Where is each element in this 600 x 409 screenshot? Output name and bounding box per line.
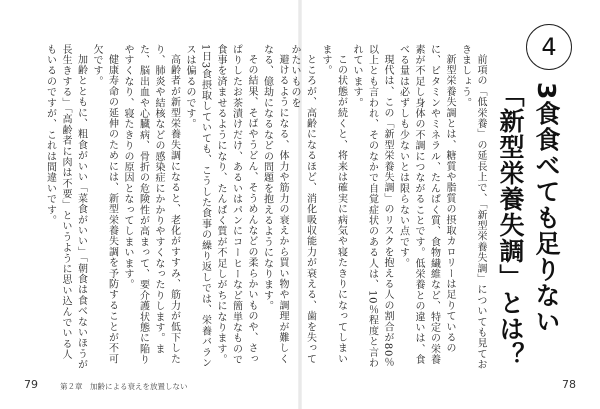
left-body-text <box>20 44 290 370</box>
paragraph: 避けるようになる、体力や筋力の衰えから買い物や調理が難しくなる、億劫になるなどの問題を抱えるようになります。 <box>261 44 288 365</box>
section-heading-line2: 「新型栄養失調」とは？ <box>496 82 525 368</box>
section-number: 4 <box>541 33 557 61</box>
paragraph: 前項の「低栄養」の延長上で、「新型栄養失調」についても見ておきましょう。 <box>459 44 486 370</box>
paragraph: その結果、そばやうどん、そうめんなどの柔らかいものや、さっぱりしたお茶漬けだけ、あるいはパンにコーヒーなど簡単なもので食事を済ませるようになり、たんぱく質が不足しがちになります。1日3食摂取していても、こうした食事の繰り返しでは、栄養バランスは偏るのです。 <box>184 44 257 369</box>
page-number-left: 79 <box>24 378 38 391</box>
paragraph: 現代は、この「新型栄養失調」のリスクを抱える人の割合が80％以上とも言われ、そのなかで自覚症状のある人は、10％程度と言われています。 <box>351 44 393 369</box>
paragraph: 加齢とともに、粗食がいい「菜食がいい」「朝食は食べないほうが長生きする」「高齢者に肉は不要」というように思い込んでいる人もいるのですが、これは間違いです。 <box>44 44 87 370</box>
paragraph: 新型栄養失調とは、糖質や脂質の摂取カロリーは足りているのに、ビタミンやミネラル、たんぱく質、食物繊維など、特定の栄養素が不足し身体の不調につながることです。低栄養との違いは、食べる量は必ずしも少ないとは限らない点です。 <box>397 44 455 365</box>
paragraph: 健康寿命の延伸のためには、新型栄養失調を予防することが不可欠です。 <box>91 44 118 365</box>
paragraph: 高齢者が新型栄養失調になると、老化がすすみ、筋力が低下したり、肺炎や結核などの感染症にかかりやすくなったりします。また、脳出血や心臓病、骨折の危険性が高まって、要介護状態に陥りやすくなり、寝たきりの原因となってしまいます。 <box>122 44 180 365</box>
chapter-running-header: 第２章 加齢による衰えを放置しない <box>60 382 188 391</box>
right-body-text <box>289 44 488 370</box>
paragraph: ところが、高齢になるほど、消化吸収能力が衰える、歯を失ってかたいものを <box>289 44 316 365</box>
page-number-right: 78 <box>562 378 576 391</box>
section-number-badge <box>526 24 572 70</box>
paragraph: この状態が続くと、将来は確実に病気や寝たきりになってしまいます。 <box>320 44 347 365</box>
section-heading-line1: 3食食べても足りない <box>532 82 561 335</box>
right-page <box>289 0 600 409</box>
